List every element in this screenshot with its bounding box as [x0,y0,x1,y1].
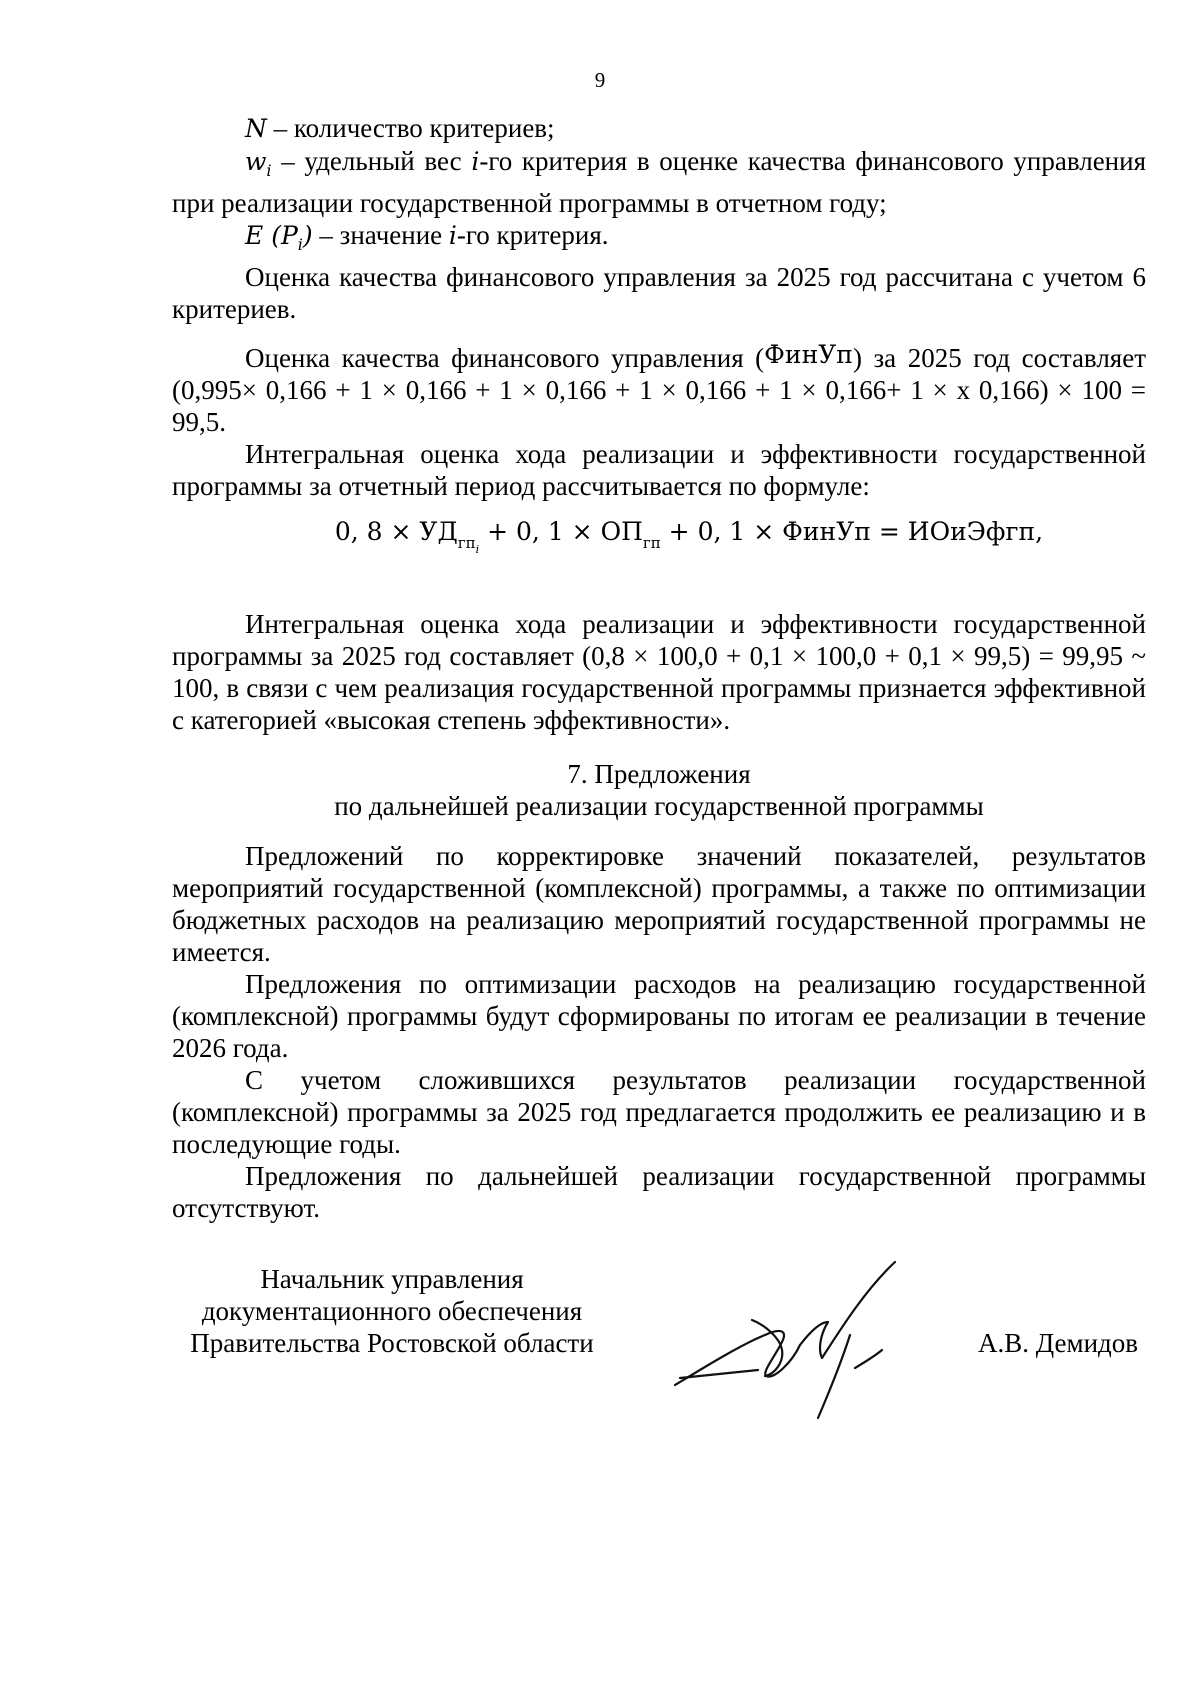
proposal-paragraph: Предложения по оптимизации расходов на реализацию государственной (комплексной) программы будут сформированы по итогам ее реализации в течение 2026 года. [172,969,1146,1063]
symbol-e-sub: i [297,235,303,254]
paragraph-finup-before: Оценка качества финансового управления ( [245,343,765,373]
definition-e-text-1: – значение [312,220,449,250]
proposal-paragraph: Предложения по дальнейшей реализации государственной программы отсутствуют. [172,1161,1146,1223]
signatory-name: А.В. Демидов [978,1328,1139,1358]
paragraph-integral-result: Интегральная оценка хода реализации и эффективности государственной программы за 2025 год составляет (0,8 × 100,0 + 0,1 × 100,0 + 0,1 × 99,5) = 99,95 ~ 100, в связи с чем реализация государственной программы признается эффективной с категорией «высокая степень эффективности». [172,609,1146,735]
symbol-e-i: i [448,221,457,250]
paragraph-integral-intro: Интегральная оценка хода реализации и эффективности государственной программы за отчетный период рассчитывается по формуле: [172,439,1146,501]
proposal-paragraph: Предложений по корректировке значений показателей, результатов мероприятий государственной (комплексной) программы, а также по оптимизации бюджетных расходов на реализацию мероприятий государственной программы не имеется. [172,841,1146,967]
page-number: 9 [594,68,606,92]
document-body [172,112,1146,1224]
symbol-w [245,147,272,180]
symbol-n: N [245,114,267,143]
formula-part-2: + 0, 1 × ОП [479,517,643,546]
formula-part-1: 0, 8 × УД [334,517,458,546]
symbol-w-letter: w [245,147,267,176]
signatory-line-1: Начальник управления [260,1264,524,1294]
symbol-w-sub: i [266,161,272,180]
formula-sub-1-i: i [475,543,480,556]
paragraph-finup-after: ) за 2025 год составляет (0,995× 0,166 + 1 × 0,166 + 1 × 0,166 + 1 × 0,166 + 1 × 0,166+ 1 × х 0,166) × 100 = 99,5. [172,343,1146,437]
signatory-line-2: документационного обеспечения [201,1296,583,1326]
paragraph-finup [172,339,1146,438]
formula-sub-1-text: гп [457,534,476,552]
paragraph-criteria: Оценка качества финансового управления за 2025 год рассчитана с учетом 6 критериев. [172,262,1146,324]
section-title-line-2: по дальнейшей реализации государственной программы [334,791,984,821]
definition-n-text: – количество критериев; [266,113,555,143]
definition-w-text-1: – удельный вес [271,146,472,176]
symbol-e-letters: E (P [245,221,298,250]
definition-w-text-2: -го критерия в оценке качества финансового управления при реализации государственной программы в отчетном году; [172,146,1146,218]
section-title-line-1: 7. Предложения [567,759,751,789]
formula-part-3: + 0, 1 × ФинУп = ИОиЭфгп, [660,517,1044,546]
definition-e-text-2: -го критерия. [456,220,609,250]
definition-e [172,219,1146,261]
handwritten-signature [670,1250,940,1420]
integral-formula [172,512,1146,570]
definition-w [172,145,1146,219]
formula-sub-1 [457,534,480,556]
signatory-position [172,1263,612,1359]
symbol-i: i [471,147,480,176]
symbol-e [245,221,313,254]
definition-n [172,112,1146,145]
finup-symbol: ФинУп [764,340,853,369]
formula-sub-2: гп [642,534,661,552]
symbol-e-close: ) [302,221,313,250]
section-heading [172,758,1146,822]
proposal-paragraph: С учетом сложившихся результатов реализации государственной (комплексной) программы за 2025 год предлагается продолжить ее реализацию и в последующие годы. [172,1065,1146,1159]
signatory-line-3: Правительства Ростовской области [190,1328,594,1358]
